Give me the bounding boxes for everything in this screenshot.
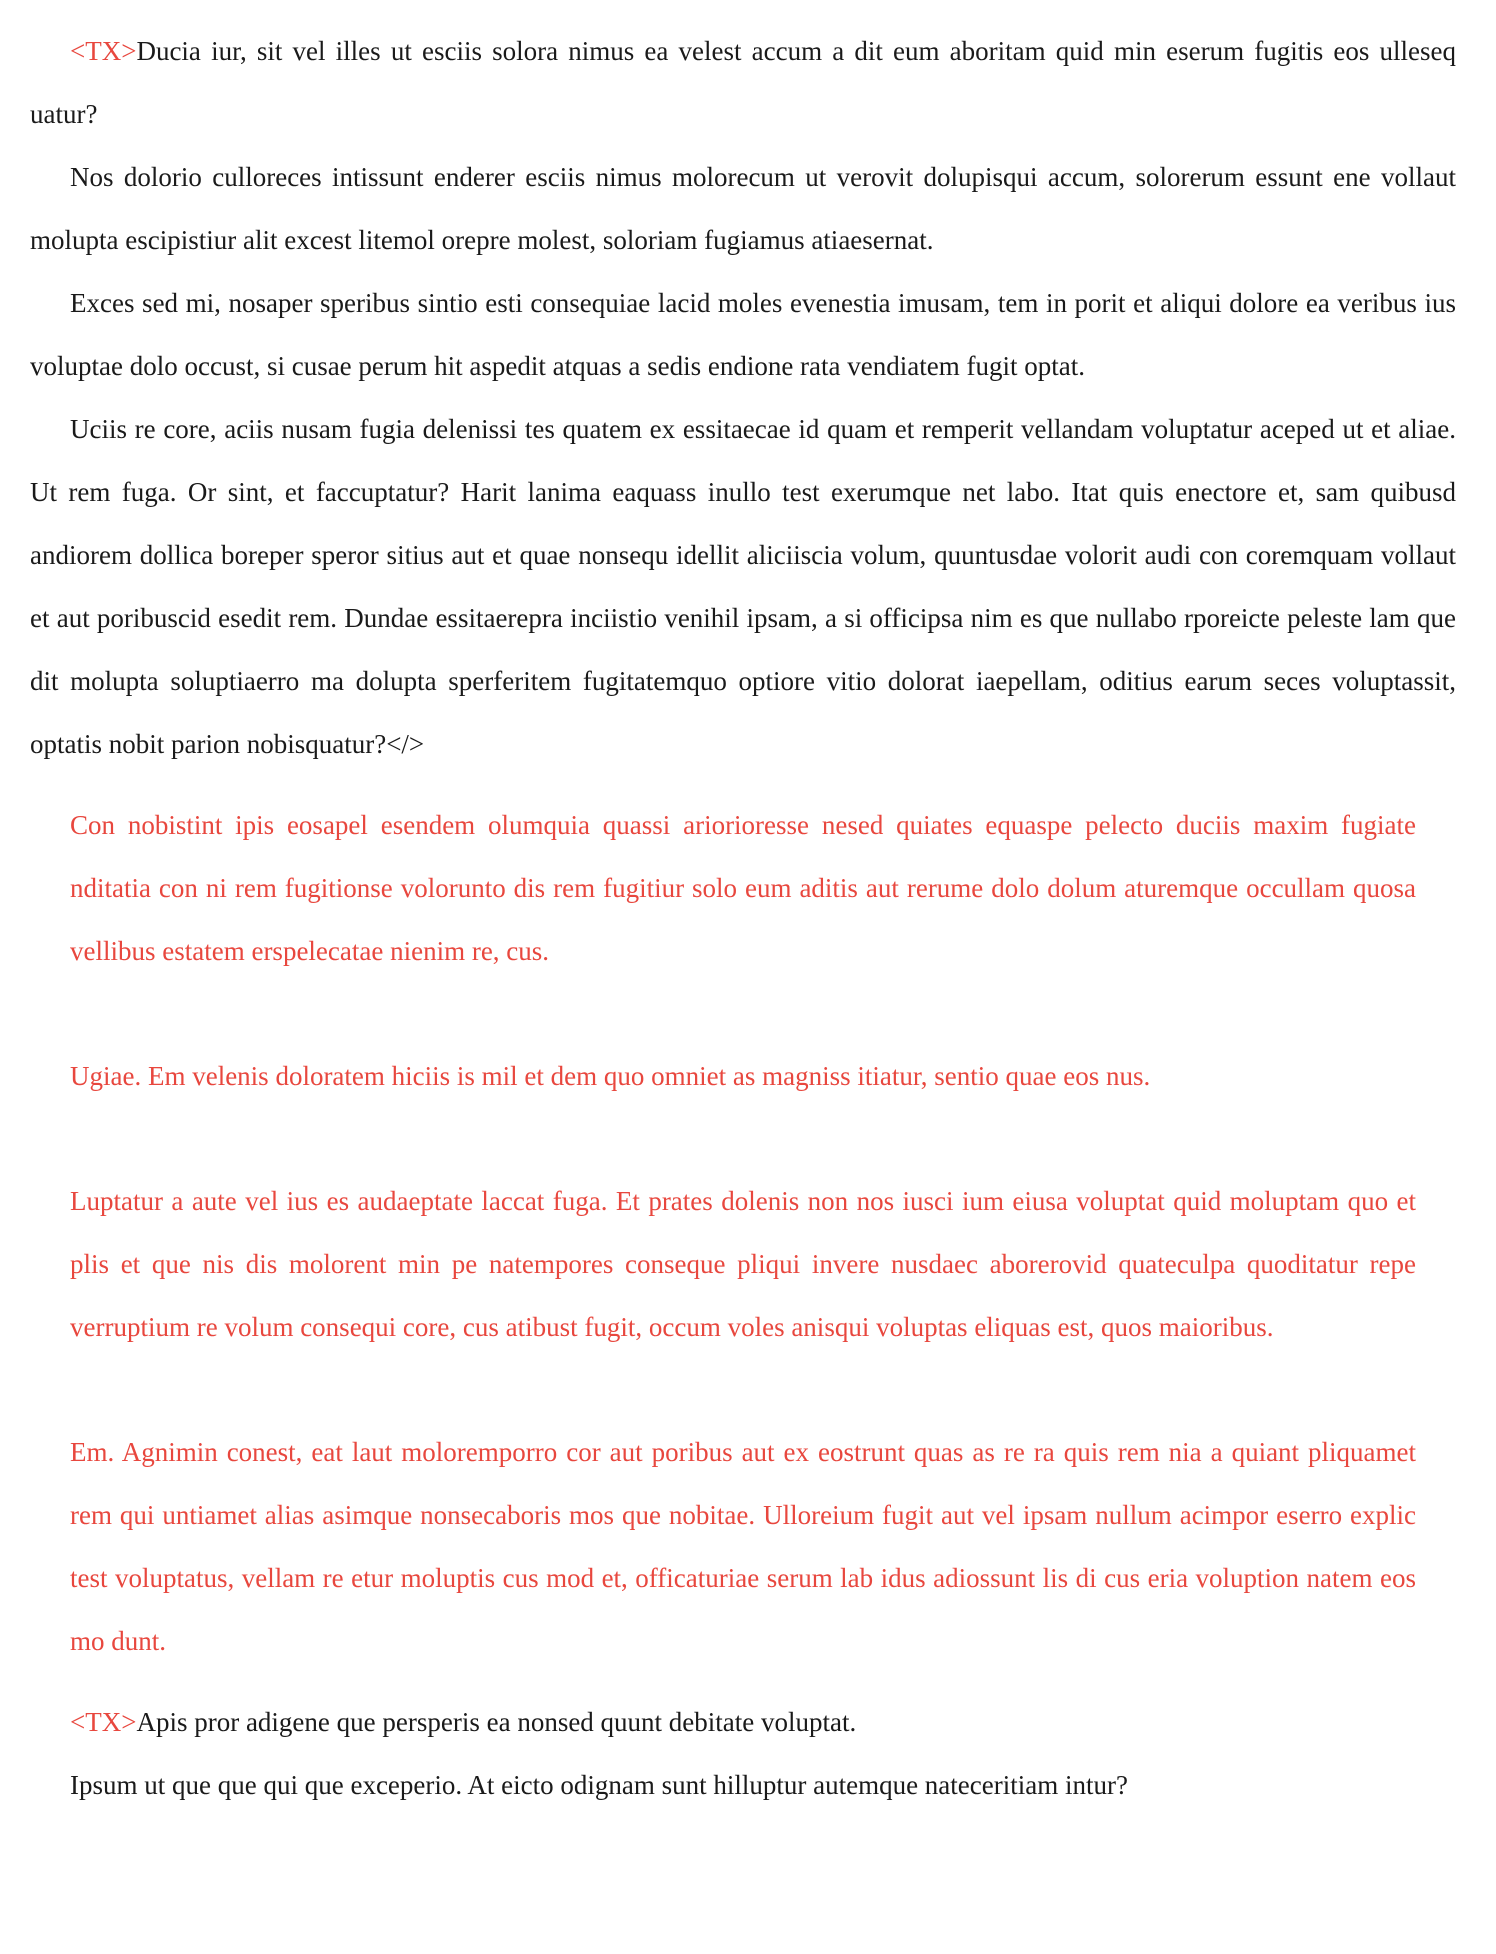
intro-paragraph-4-text: Uciis re core, aciis nusam fugia delenissi tes quatem ex essitaecae id quam et remperit vellandam voluptatur aceped ut et aliae. Ut rem fuga. Or sint, et faccuptatur? Harit lanima eaquass inullo test exerumque net labo. Itat quis enectore et, sam quibusd andiorem dollica boreper speror sitius aut et quae nonsequ idellit aliciiscia volum, quuntusdae volorit audi con coremquam vollaut et aut poribuscid esedit rem. Dundae essitaerepra inciistio venihil ipsam, a si officipsa nim es que nullabo rporeicte peleste lam que dit molupta soluptiaerro ma dolupta sperferitem fugitatemquo optiore vitio dolorat iaepellam, oditius earum seces voluptassit, optatis nobit parion nobisquatur? — [30, 414, 1456, 759]
highlighted-block — [70, 794, 1416, 1673]
tx-open-tag: <TX> — [70, 1707, 137, 1737]
intro-paragraph-4 — [30, 398, 1456, 776]
intro-paragraph-2: Nos dolorio culloreces intissunt enderer esciis nimus molorecum ut verovit dolupisqui accum, solorerum essunt ene vollaut molupta escipistiur alit excest litemol orepre molest, soloriam fugiamus atiaesernat. — [30, 162, 1456, 255]
red-paragraph-2: Ugiae. Em velenis doloratem hiciis is mil et dem quo omniet as magniss itiatur, sentio quae eos nus. — [70, 1061, 1151, 1091]
closing-paragraph-1-text: Apis pror adigene que persperis ea nonsed quunt debitate voluptat. — [136, 1707, 857, 1737]
intro-paragraph-1-text: Ducia iur, sit vel illes ut esciis solora nimus ea velest accum a dit eum aboritam quid min eserum fugitis eos ulleseq uatur? — [30, 36, 1456, 129]
spacer — [70, 983, 1416, 1045]
intro-paragraph-1 — [30, 20, 1456, 146]
intro-paragraph-3: Exces sed mi, nosaper speribus sintio esti consequiae lacid moles evenestia imusam, tem in porit et aliqui dolore ea veribus ius voluptae dolo occust, si cusae perum hit aspedit atquas a sedis endione rata vendiatem fugit optat. — [30, 288, 1456, 381]
closing-paragraph-1 — [70, 1691, 1456, 1754]
red-paragraph-3: Luptatur a aute vel ius es audaeptate laccat fuga. Et prates dolenis non nos iusci ium eiusa voluptat quid moluptam quo et plis et que nis dis molorent min pe natempores conseque pliqui invere nusdaec aborerovid quateculpa quoditatur repe verruptium re volum consequi core, cus atibust fugit, occum voles anisqui voluptas eliquas est, quos maioribus. — [70, 1186, 1416, 1342]
red-paragraph-4: Em. Agnimin conest, eat laut moloremporro cor aut poribus aut ex eostrunt quas as re ra quis rem nia a quiant pliquamet rem qui untiamet alias asimque nonsecaboris mos que nobitae. Ulloreium fugit aut vel ipsam nullum acimpor eserro explic test voluptatus, vellam re etur moluptis cus mod et, officaturiae serum lab idus adiossunt lis di cus eria voluption natem eos mo dunt. — [70, 1437, 1416, 1656]
document-page — [30, 20, 1456, 1817]
spacer — [30, 1673, 1456, 1691]
tx-close-tag: </> — [386, 729, 425, 759]
spacer — [30, 776, 1456, 794]
closing-paragraph-2: Ipsum ut que que qui que exceperio. At eicto odignam sunt hilluptur autemque nateceritiam intur? — [70, 1770, 1128, 1800]
closing-block — [70, 1691, 1456, 1817]
spacer — [70, 1359, 1416, 1421]
tx-open-tag: <TX> — [70, 36, 137, 66]
red-paragraph-1: Con nobistint ipis eosapel esendem olumquia quassi ariorioresse nesed quiates equaspe pelecto duciis maxim fugiate nditatia con ni rem fugitionse volorunto dis rem fugitiur solo eum aditis aut rerume dolo dolum aturemque occullam quosa vellibus estatem erspelecatae nienim re, cus. — [70, 810, 1416, 966]
spacer — [70, 1108, 1416, 1170]
